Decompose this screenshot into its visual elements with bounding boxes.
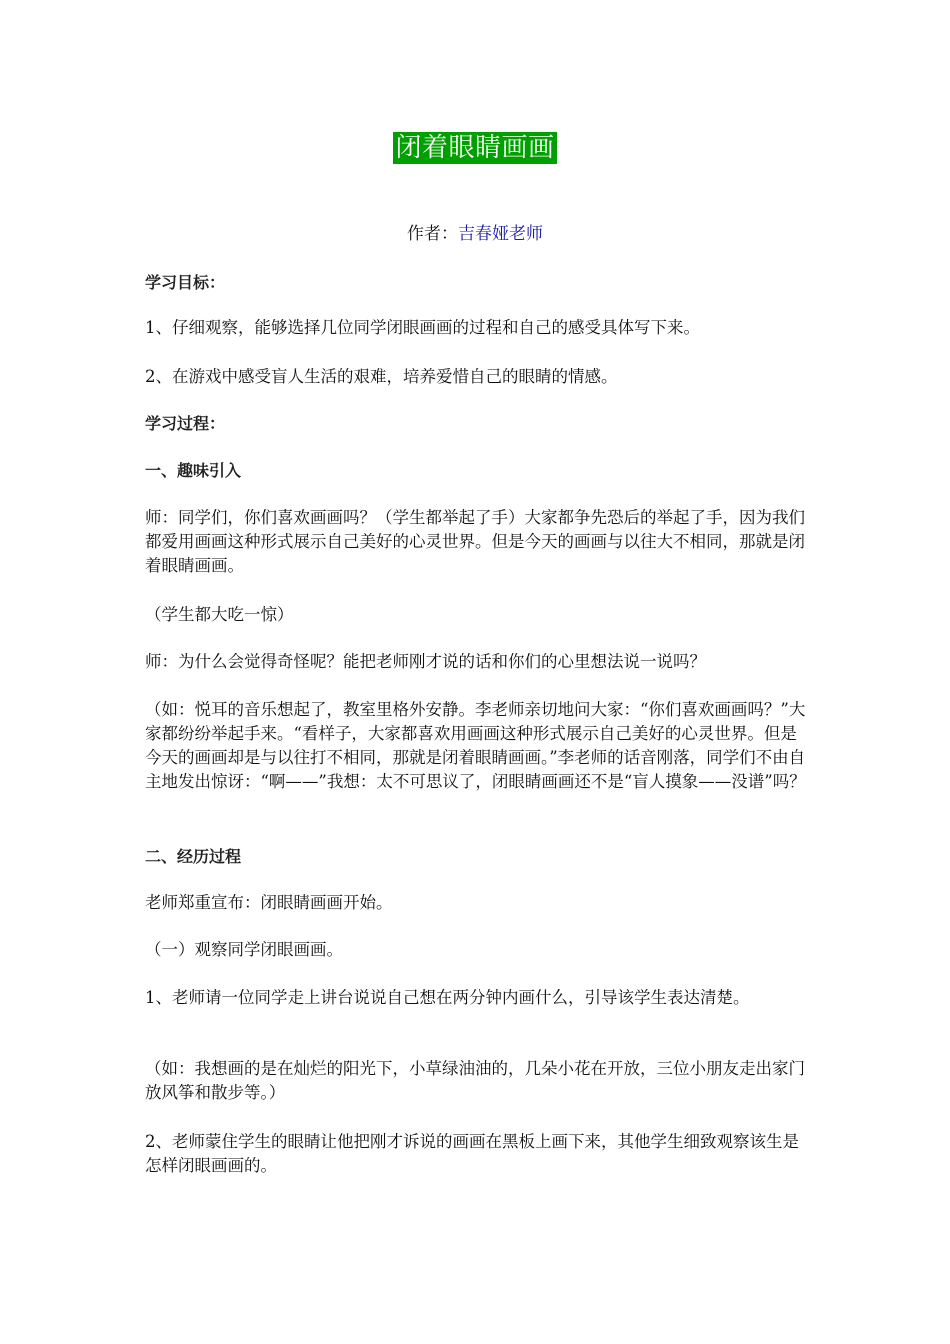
paragraph-6: （一）观察同学闭眼画画。 — [145, 940, 343, 959]
author-name: 吉春娅老师 — [458, 224, 543, 244]
part2-heading: 二、经历过程 — [145, 847, 242, 866]
goals-heading: 学习目标： — [145, 273, 226, 292]
author-line — [0, 222, 950, 246]
paragraph-1: 师：同学们，你们喜欢画画吗？（学生都举起了手）大家都争先恐后的举起了手，因为我们都爱用画画这种形式展示自己美好的心灵世界。但是今天的画画与以往大不相同，那就是闭着眼睛画画。 — [145, 508, 805, 575]
process-heading: 学习过程： — [145, 414, 226, 433]
goal-1: 1、仔细观察，能够选择几位同学闭眼画画的过程和自己的感受具体写下来。 — [145, 318, 700, 337]
paragraph-2: （学生都大吃一惊） — [145, 605, 294, 624]
paragraph-8: （如：我想画的是在灿烂的阳光下，小草绿油油的，几朵小花在开放，三位小朋友走出家门放风筝和散步等。） — [145, 1059, 805, 1102]
paragraph-9: 2、老师蒙住学生的眼睛让他把刚才诉说的画画在黑板上画下来，其他学生细致观察该生是怎样闭眼画画的。 — [145, 1132, 799, 1175]
part1-heading: 一、趣味引入 — [145, 461, 242, 480]
paragraph-3: 师：为什么会觉得奇怪呢？能把老师刚才说的话和你们的心里想法说一说吗？ — [145, 652, 706, 671]
paragraph-4: （如：悦耳的音乐想起了，教室里格外安静。李老师亲切地问大家：“你们喜欢画画吗？”大家都纷纷举起手来。“看样子，大家都喜欢用画画这种形式展示自己美好的心灵世界。但是今天的画画却是与以往打不相同，那就是闭着眼睛画画。”李老师的话音刚落，同学们不由自主地发出惊讶：“啊——”我想：太不可思议了，闭眼睛画画还不是“盲人摸象——没谱”吗？ — [145, 700, 806, 791]
paragraph-5: 老师郑重宣布：闭眼睛画画开始。 — [145, 893, 393, 912]
author-prefix: 作者： — [407, 224, 458, 244]
goal-2: 2、在游戏中感受盲人生活的艰难，培养爱惜自己的眼睛的情感。 — [145, 367, 618, 386]
document-title: 闭着眼睛画画 — [395, 133, 555, 163]
title-container — [0, 132, 950, 164]
paragraph-7: 1、老师请一位同学走上讲台说说自己想在两分钟内画什么，引导该学生表达清楚。 — [145, 988, 750, 1007]
